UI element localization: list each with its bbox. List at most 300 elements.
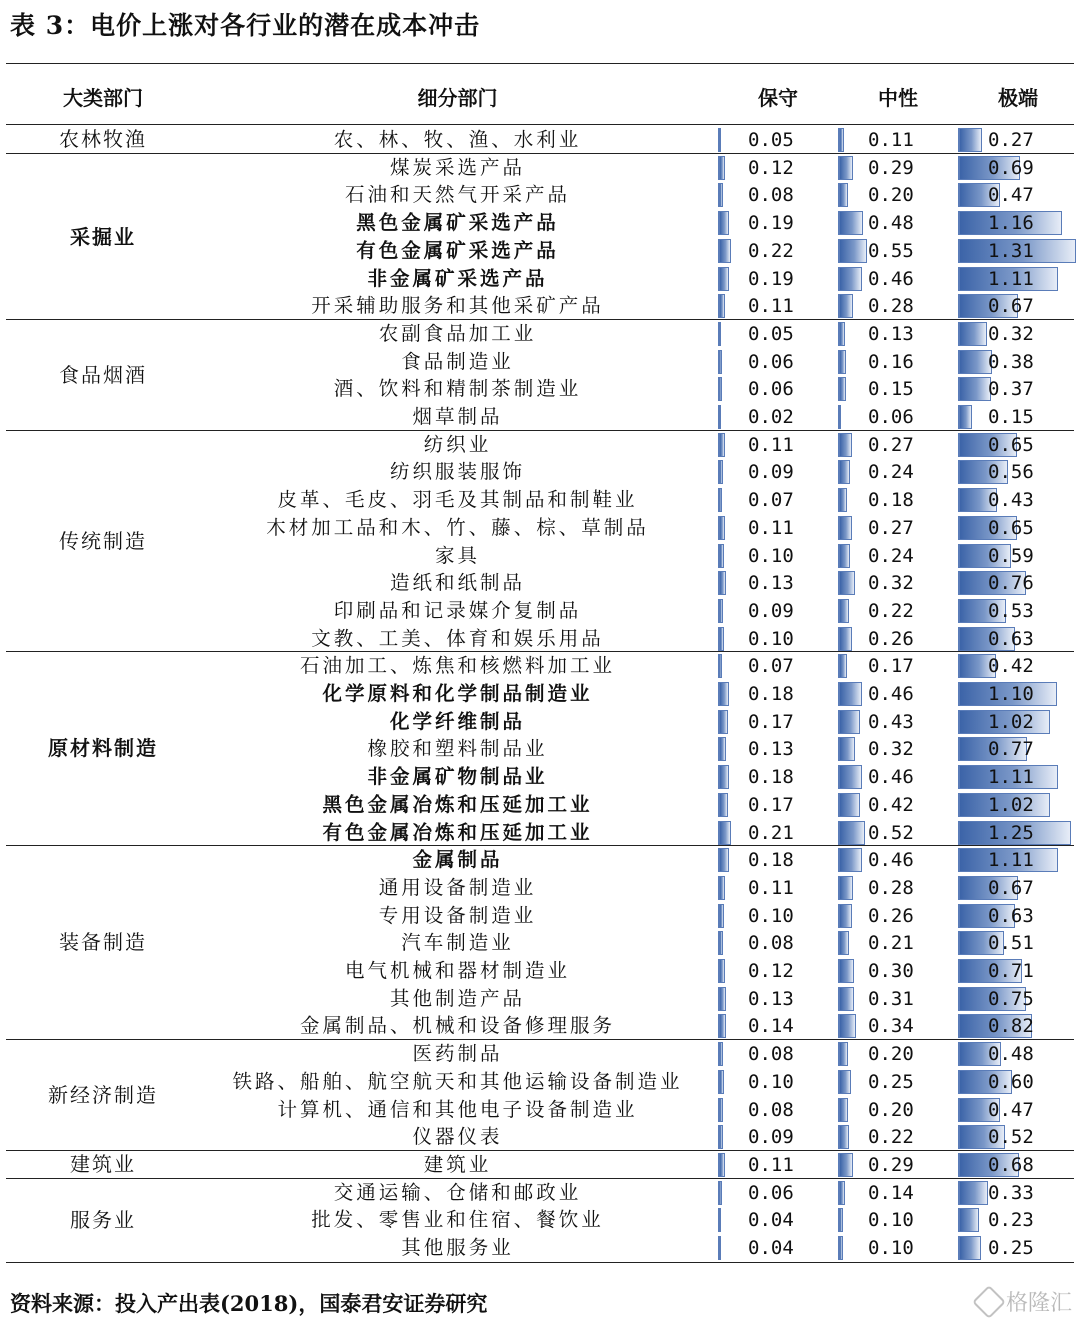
table-row: [0, 265, 1080, 293]
cell-value: 0.48: [868, 212, 914, 235]
cell-value: 0.71: [988, 960, 1034, 982]
data-bar: [838, 544, 850, 568]
sector-label: 装备制造: [59, 930, 147, 955]
data-bar: [718, 1208, 721, 1232]
cell-value: 0.25: [868, 1070, 914, 1093]
cell-value: 0.04: [748, 1209, 794, 1232]
table-row: [0, 569, 1080, 597]
data-bar: [838, 1042, 848, 1066]
sector-label: 采掘业: [70, 224, 136, 249]
sector-label: 农林牧渔: [59, 127, 147, 151]
table-row: [0, 1179, 1080, 1207]
data-bar: [958, 1208, 979, 1232]
sub-sector-name: 煤炭采选产品: [389, 155, 525, 179]
cell-value: 0.06: [748, 1181, 794, 1204]
cell-value: 0.22: [868, 1126, 914, 1149]
data-bar: [838, 1125, 849, 1149]
table-row: [0, 708, 1080, 736]
cell-value: 0.33: [988, 1181, 1034, 1204]
header-conservative: 保守: [758, 86, 798, 110]
cell-value: 0.11: [748, 433, 794, 456]
data-bar: [958, 1236, 981, 1260]
sub-sector-name: 金属制品: [412, 848, 503, 872]
table-row: [0, 929, 1080, 957]
cell-value: 0.05: [748, 322, 794, 345]
data-bar: [838, 294, 853, 318]
watermark-text: 格隆汇: [1005, 1291, 1072, 1316]
table-row: [0, 1040, 1080, 1068]
data-bar: [718, 433, 725, 457]
cell-value: 0.11: [748, 516, 794, 539]
sub-sector-name: 开采辅助服务和其他采矿产品: [311, 294, 604, 318]
sub-sector-name: 石油和天然气开采产品: [344, 183, 570, 207]
cell-value: 0.22: [748, 239, 794, 262]
cell-value: 1.25: [988, 821, 1034, 844]
sub-sector-name: 化学纤维制品: [389, 709, 525, 733]
sub-sector-name: 其他服务业: [401, 1236, 514, 1259]
cell-value: 0.53: [988, 599, 1034, 622]
cell-value: 0.10: [748, 544, 794, 567]
sub-sector-name: 石油加工、炼焦和核燃料加工业: [299, 654, 615, 678]
sub-sector-name: 橡胶和塑料制品业: [367, 737, 548, 761]
cell-value: 0.11: [748, 1153, 794, 1176]
table-row: [0, 486, 1080, 514]
cell-value: 0.20: [868, 1043, 914, 1066]
cell-value: 0.27: [868, 516, 914, 539]
sub-sector-name: 文教、工美、体育和娱乐用品: [311, 626, 604, 650]
data-bar: [838, 931, 849, 955]
sub-sector-name: 汽车制造业: [401, 931, 514, 955]
cell-value: 0.12: [748, 960, 794, 982]
cell-value: 0.18: [868, 489, 914, 512]
sub-sector-name: 木材加工品和木、竹、藤、棕、草制品: [266, 515, 649, 539]
cell-value: 0.06: [748, 378, 794, 401]
sub-sector-name: 仪器仪表: [412, 1125, 503, 1149]
table-row: [0, 1068, 1080, 1096]
cell-value: 0.14: [868, 1181, 914, 1204]
data-bar: [718, 1098, 723, 1122]
cell-value: 0.05: [748, 129, 794, 151]
cell-value: 0.07: [748, 655, 794, 678]
cell-value: 0.02: [748, 406, 794, 428]
cell-value: 0.10: [748, 627, 794, 650]
data-bar: [838, 1181, 845, 1205]
table-row: [0, 320, 1080, 348]
cell-value: 0.10: [748, 1070, 794, 1093]
data-bar: [718, 848, 729, 872]
sub-sector-name: 印刷品和记录媒介复制品: [333, 598, 582, 622]
cell-value: 0.32: [868, 572, 914, 595]
cell-value: 0.42: [988, 655, 1034, 678]
sub-sector-name: 纺织服装服饰: [389, 460, 525, 484]
data-bar: [718, 350, 722, 374]
cell-value: 0.26: [868, 627, 914, 650]
sub-sector-name: 家具: [434, 543, 480, 567]
table-row: [0, 791, 1080, 819]
data-bar: [838, 350, 846, 374]
cell-value: 0.25: [988, 1237, 1034, 1259]
sub-sector-name: 有色金属矿采选产品: [356, 238, 559, 262]
cell-value: 0.10: [748, 904, 794, 927]
data-bar: [838, 904, 852, 928]
cell-value: 0.43: [868, 710, 914, 733]
table-row: [0, 874, 1080, 902]
cell-value: 0.23: [988, 1209, 1034, 1232]
data-bar: [838, 959, 854, 983]
table-row: [0, 514, 1080, 542]
table-row: [0, 819, 1080, 847]
cell-value: 0.10: [868, 1237, 914, 1259]
cell-value: 0.22: [868, 599, 914, 622]
cell-value: 0.37: [988, 378, 1034, 401]
data-bar: [838, 1098, 848, 1122]
data-bar: [838, 1236, 843, 1260]
cell-value: 0.52: [988, 1126, 1034, 1149]
data-bar: [958, 128, 982, 152]
cell-value: 0.04: [748, 1237, 794, 1259]
table-row: [0, 458, 1080, 486]
cell-value: 0.68: [988, 1153, 1034, 1176]
data-bar: [838, 627, 852, 651]
data-bar: [838, 654, 847, 678]
data-bar: [838, 1070, 851, 1094]
sub-sector-name: 建筑业: [423, 1152, 492, 1176]
cell-value: 0.82: [988, 1015, 1034, 1038]
table-row: [0, 902, 1080, 930]
data-bar: [718, 904, 724, 928]
data-bar: [838, 322, 845, 346]
data-bar: [718, 987, 726, 1011]
cell-value: 0.52: [868, 821, 914, 844]
data-bar: [838, 128, 844, 152]
cell-value: 0.19: [748, 212, 794, 235]
table-row: [0, 209, 1080, 237]
data-bar: [838, 793, 860, 817]
data-bar: [718, 599, 723, 623]
data-bar: [718, 1181, 722, 1205]
sub-sector-name: 皮革、毛皮、羽毛及其制品和制鞋业: [277, 488, 638, 512]
sub-sector-name: 化学原料和化学制品制造业: [322, 682, 593, 705]
data-bar: [718, 765, 729, 789]
cell-value: 0.09: [748, 599, 794, 622]
sector-label: 食品烟酒: [59, 362, 147, 387]
data-bar: [718, 1125, 723, 1149]
sub-sector-name: 其他制造产品: [389, 986, 525, 1010]
data-bar: [838, 987, 854, 1011]
sub-sector-name: 食品制造业: [401, 349, 514, 373]
cell-value: 0.63: [988, 627, 1034, 650]
table-row: [0, 763, 1080, 791]
cell-value: 0.29: [868, 156, 914, 179]
data-bar: [958, 405, 972, 429]
sub-sector-name: 铁路、船舶、航空航天和其他运输设备制造业: [232, 1069, 683, 1093]
data-bar: [718, 627, 724, 651]
cell-value: 0.21: [868, 932, 914, 955]
data-bar: [718, 294, 725, 318]
cell-value: 0.47: [988, 1098, 1034, 1121]
table-row: [0, 431, 1080, 459]
cell-value: 0.46: [868, 267, 914, 290]
cell-value: 0.48: [988, 1043, 1034, 1066]
data-bar: [838, 516, 852, 540]
cell-value: 0.09: [748, 1126, 794, 1149]
cell-value: 0.06: [868, 406, 914, 428]
cell-value: 0.11: [748, 876, 794, 899]
table-row: [0, 154, 1080, 182]
data-bar: [718, 931, 723, 955]
table-row: [0, 1151, 1080, 1179]
table-row: [0, 292, 1080, 320]
data-bar: [718, 959, 725, 983]
sub-sector-name: 专用设备制造业: [378, 903, 537, 927]
table-row: [0, 1234, 1080, 1262]
cell-value: 0.16: [868, 350, 914, 373]
cell-value: 0.17: [748, 793, 794, 816]
cell-value: 0.27: [868, 433, 914, 456]
cell-value: 0.17: [868, 655, 914, 678]
cell-value: 0.12: [748, 156, 794, 179]
sub-sector-name: 批发、零售业和住宿、餐饮业: [311, 1208, 604, 1232]
cell-value: 0.46: [868, 683, 914, 705]
cell-value: 0.19: [748, 267, 794, 290]
cell-value: 0.08: [748, 184, 794, 207]
cell-value: 0.06: [748, 350, 794, 373]
cell-value: 0.30: [868, 960, 914, 982]
cell-value: 0.26: [868, 904, 914, 927]
cell-value: 0.24: [868, 461, 914, 484]
table-row: [0, 846, 1080, 874]
sub-sector-name: 酒、饮料和精制茶制造业: [333, 377, 582, 401]
data-bar: [718, 377, 722, 401]
header-group: 大类部门: [63, 86, 143, 110]
cell-value: 0.65: [988, 516, 1034, 539]
sub-sector-name: 纺织业: [423, 432, 492, 456]
watermark-logo-icon: [972, 1285, 1006, 1319]
cell-value: 0.08: [748, 1098, 794, 1121]
data-bar: [718, 183, 723, 207]
watermark: [977, 1286, 1072, 1317]
data-bar: [718, 128, 721, 152]
data-bar: [838, 765, 862, 789]
data-bar: [718, 460, 723, 484]
data-bar: [718, 239, 731, 263]
data-bar: [718, 1236, 721, 1260]
cell-value: 0.32: [868, 738, 914, 761]
sub-sector-name: 造纸和纸制品: [389, 571, 525, 595]
data-bar: [718, 156, 725, 180]
header-neutral: 中性: [878, 86, 918, 110]
data-bar: [718, 211, 729, 235]
data-bar: [838, 1014, 856, 1038]
cell-value: 0.75: [988, 987, 1034, 1010]
cell-value: 0.47: [988, 184, 1034, 207]
cell-value: 0.14: [748, 1015, 794, 1038]
data-bar: [838, 267, 862, 291]
cell-value: 0.67: [988, 876, 1034, 899]
table-row: [0, 1123, 1080, 1151]
table-title: 表 3：电价上涨对各行业的潜在成本冲击: [10, 11, 481, 40]
data-bar: [718, 1153, 725, 1177]
data-bar: [958, 1181, 988, 1205]
cell-value: 0.18: [748, 849, 794, 872]
sector-label: 传统制造: [59, 528, 147, 553]
cell-value: 0.10: [868, 1209, 914, 1232]
sub-sector-name: 非金属矿采选产品: [367, 266, 548, 290]
table-row: [0, 403, 1080, 431]
cell-value: 0.69: [988, 156, 1034, 179]
sector-label: 建筑业: [70, 1151, 136, 1176]
data-bar: [838, 571, 855, 595]
data-bar: [718, 1014, 726, 1038]
data-bar: [838, 710, 860, 734]
table-row: [0, 1096, 1080, 1124]
cell-value: 0.67: [988, 295, 1034, 318]
cell-value: 1.11: [988, 267, 1034, 290]
data-bar: [838, 876, 853, 900]
sector-label: 服务业: [70, 1207, 136, 1232]
cell-value: 0.24: [868, 544, 914, 567]
cell-value: 0.13: [748, 987, 794, 1010]
data-bar: [838, 377, 846, 401]
cell-value: 1.31: [988, 239, 1034, 262]
sector-label: 原材料制造: [48, 736, 158, 761]
table-row: [0, 652, 1080, 680]
data-bar: [838, 848, 862, 872]
data-bar: [838, 821, 865, 845]
cell-value: 0.08: [748, 1043, 794, 1066]
data-bar: [838, 460, 850, 484]
cell-value: 0.65: [988, 433, 1034, 456]
sub-sector-name: 非金属矿物制品业: [367, 765, 548, 789]
cell-value: 0.09: [748, 461, 794, 484]
data-bar: [838, 1153, 853, 1177]
table-row: [0, 1012, 1080, 1040]
table-row: [0, 597, 1080, 625]
cell-value: 0.21: [748, 821, 794, 844]
data-bar: [718, 710, 728, 734]
cell-value: 0.56: [988, 461, 1034, 484]
source-note: 资料来源：投入产出表(2018)，国泰君安证券研究: [10, 1291, 488, 1316]
cell-value: 0.20: [868, 184, 914, 207]
cell-value: 0.28: [868, 295, 914, 318]
cell-value: 0.55: [868, 239, 914, 262]
header-extreme: 极端: [998, 86, 1038, 110]
cell-value: 1.02: [988, 710, 1034, 733]
data-bar: [718, 405, 721, 429]
data-bar: [718, 654, 722, 678]
cell-value: 0.77: [988, 738, 1034, 761]
cell-value: 0.13: [868, 322, 914, 345]
cell-value: 0.29: [868, 1153, 914, 1176]
sub-sector-name: 黑色金属矿采选产品: [356, 211, 559, 235]
table-row: [0, 348, 1080, 376]
cell-value: 0.42: [868, 793, 914, 816]
cell-value: 0.32: [988, 322, 1034, 345]
table-row: [0, 680, 1080, 708]
cell-value: 0.43: [988, 489, 1034, 512]
cell-value: 0.15: [988, 406, 1034, 428]
cell-value: 1.16: [988, 212, 1034, 235]
cell-value: 0.27: [988, 129, 1034, 151]
cell-value: 0.59: [988, 544, 1034, 567]
cell-value: 0.17: [748, 710, 794, 733]
sub-sector-name: 电气机械和器材制造业: [344, 959, 570, 982]
data-bar: [718, 1042, 723, 1066]
data-bar: [718, 682, 729, 706]
cell-value: 1.11: [988, 849, 1034, 872]
data-bar: [718, 821, 731, 845]
sub-sector-name: 计算机、通信和其他电子设备制造业: [277, 1097, 638, 1121]
table-row: [0, 1206, 1080, 1234]
sub-sector-name: 有色金属冶炼和压延加工业: [322, 820, 593, 844]
table-row: [0, 237, 1080, 265]
data-bar: [718, 876, 725, 900]
data-bar: [718, 571, 726, 595]
data-bar: [838, 1208, 843, 1232]
data-bar: [718, 1070, 724, 1094]
table-row: [0, 126, 1080, 154]
table-row: [0, 542, 1080, 570]
data-bar: [838, 183, 848, 207]
sub-sector-name: 交通运输、仓储和邮政业: [333, 1180, 582, 1204]
sub-sector-name: 医药制品: [412, 1042, 503, 1066]
data-bar: [718, 267, 729, 291]
cell-value: 0.76: [988, 572, 1034, 595]
cell-value: 0.28: [868, 876, 914, 899]
data-bar: [958, 377, 991, 401]
cell-value: 1.10: [988, 683, 1034, 705]
table-row: [0, 985, 1080, 1013]
data-bar: [718, 793, 728, 817]
table-row: [0, 957, 1080, 985]
sub-sector-name: 农副食品加工业: [378, 321, 537, 345]
data-bar: [838, 405, 841, 429]
data-bar: [718, 544, 724, 568]
data-bar: [838, 433, 852, 457]
cell-value: 0.13: [748, 738, 794, 761]
cell-value: 0.38: [988, 350, 1034, 373]
cell-value: 0.46: [868, 766, 914, 789]
header-sub: 细分部门: [417, 86, 498, 110]
table-row: [0, 181, 1080, 209]
cell-value: 0.31: [868, 987, 914, 1010]
bottom-rule: [6, 1262, 1074, 1263]
table-row: [0, 625, 1080, 653]
cell-value: 0.07: [748, 489, 794, 512]
cell-value: 1.02: [988, 793, 1034, 816]
data-bar: [838, 211, 863, 235]
cell-value: 0.20: [868, 1098, 914, 1121]
data-bar: [838, 599, 849, 623]
cell-value: 0.08: [748, 932, 794, 955]
cell-value: 0.51: [988, 932, 1034, 955]
table-row: [0, 375, 1080, 403]
cell-value: 0.15: [868, 378, 914, 401]
sub-sector-name: 金属制品、机械和设备修理服务: [299, 1014, 615, 1038]
data-bar: [718, 488, 722, 512]
cell-value: 1.11: [988, 766, 1034, 789]
sub-sector-name: 农、林、牧、渔、水利业: [333, 128, 582, 151]
data-bar: [718, 737, 726, 761]
data-bar: [718, 322, 721, 346]
cell-value: 0.11: [868, 129, 914, 151]
cell-value: 0.18: [748, 683, 794, 705]
sub-sector-name: 烟草制品: [412, 405, 503, 428]
cell-value: 0.46: [868, 849, 914, 872]
sector-label: 新经济制造: [48, 1083, 158, 1108]
cell-value: 0.63: [988, 904, 1034, 927]
cell-value: 0.11: [748, 295, 794, 318]
